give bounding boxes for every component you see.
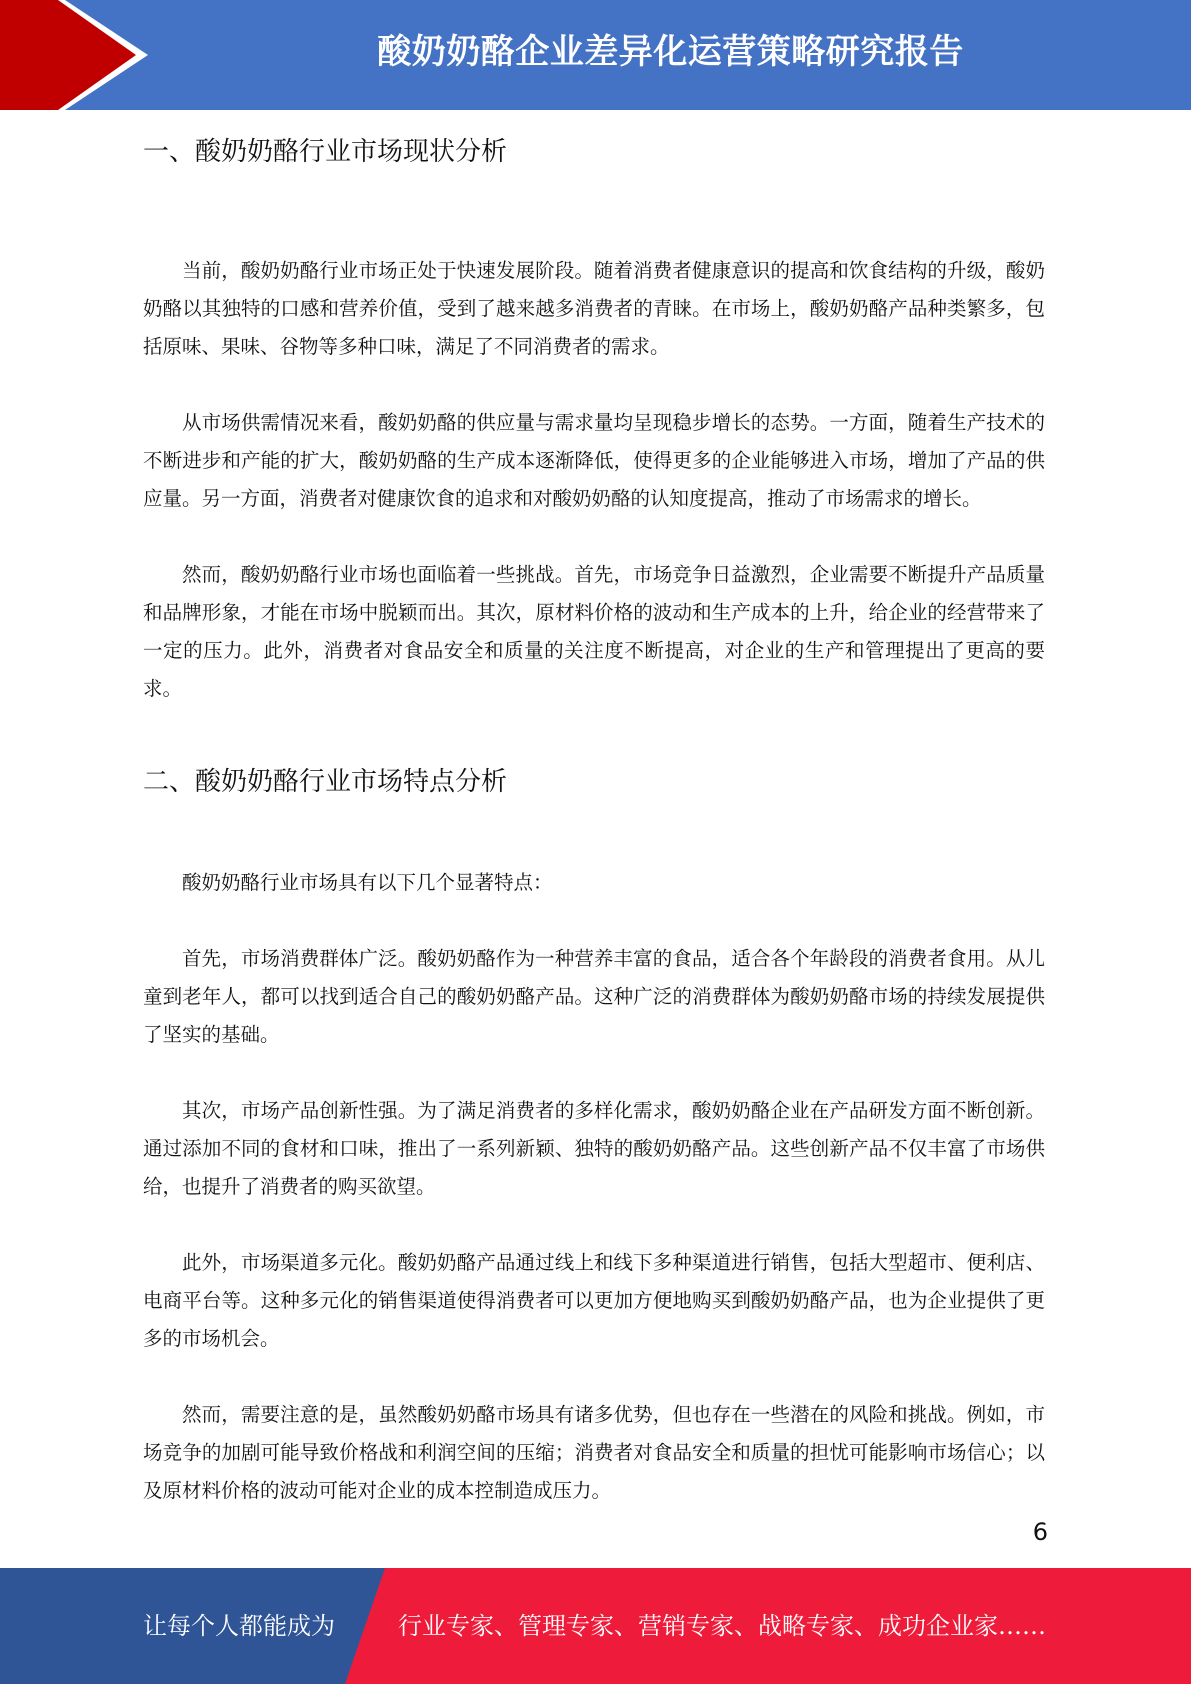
paragraph: 此外，市场渠道多元化。酸奶奶酪产品通过线上和线下多种渠道进行销售，包括大型超市、便利店、电商平台等。这种多元化的销售渠道使得消费者可以更加方便地购买到酸奶奶酪产品，也为企业提供了更多的市场机会。 — [143, 1251, 1045, 1350]
document-body — [143, 120, 1045, 1510]
footer-slogan-left: 让每个人都能成为 — [143, 1612, 335, 1640]
paragraph: 当前，酸奶奶酪行业市场正处于快速发展阶段。随着消费者健康意识的提高和饮食结构的升级，酸奶奶酪以其独特的口感和营养价值，受到了越来越多消费者的青睐。在市场上，酸奶奶酪产品种类繁多，包括原味、果味、谷物等多种口味，满足了不同消费者的需求。 — [143, 259, 1045, 358]
page-header — [0, 0, 1191, 110]
report-title: 酸奶奶酪企业差异化运营策略研究报告 — [377, 32, 964, 72]
page-number: 6 — [1032, 1518, 1048, 1546]
section-heading: 二、酸奶奶酪行业市场特点分析 — [143, 767, 508, 797]
footer-slogan-right: 行业专家、管理专家、营销专家、战略专家、成功企业家…… — [398, 1612, 1046, 1640]
section-heading: 一、酸奶奶酪行业市场现状分析 — [143, 137, 508, 167]
paragraph: 从市场供需情况来看，酸奶奶酪的供应量与需求量均呈现稳步增长的态势。一方面，随着生产技术的不断进步和产能的扩大，酸奶奶酪的生产成本逐渐降低，使得更多的企业能够进入市场，增加了产品的供应量。另一方面，消费者对健康饮食的追求和对酸奶奶酪的认知度提高，推动了市场需求的增长。 — [143, 411, 1045, 510]
paragraph: 酸奶奶酪行业市场具有以下几个显著特点： — [182, 871, 553, 894]
paragraph: 首先，市场消费群体广泛。酸奶奶酪作为一种营养丰富的食品，适合各个年龄段的消费者食用。从儿童到老年人，都可以找到适合自己的酸奶奶酪产品。这种广泛的消费群体为酸奶奶酪市场的持续发展提供了坚实的基础。 — [143, 947, 1045, 1046]
chevron-arrow-icon — [0, 0, 160, 110]
paragraph: 其次，市场产品创新性强。为了满足消费者的多样化需求，酸奶奶酪企业在产品研发方面不断创新。通过添加不同的食材和口味，推出了一系列新颖、独特的酸奶奶酪产品。这些创新产品不仅丰富了市场供给，也提升了消费者的购买欲望。 — [143, 1099, 1045, 1198]
paragraph: 然而，需要注意的是，虽然酸奶奶酪市场具有诸多优势，但也存在一些潜在的风险和挑战。例如，市场竞争的加剧可能导致价格战和利润空间的压缩；消费者对食品安全和质量的担忧可能影响市场信心；以及原材料价格的波动可能对企业的成本控制造成压力。 — [143, 1403, 1045, 1502]
paragraph: 然而，酸奶奶酪行业市场也面临着一些挑战。首先，市场竞争日益激烈，企业需要不断提升产品质量和品牌形象，才能在市场中脱颖而出。其次，原材料价格的波动和生产成本的上升，给企业的经营带来了一定的压力。此外，消费者对食品安全和质量的关注度不断提高，对企业的生产和管理提出了更高的要求。 — [143, 563, 1045, 700]
page-footer — [0, 1568, 1191, 1684]
